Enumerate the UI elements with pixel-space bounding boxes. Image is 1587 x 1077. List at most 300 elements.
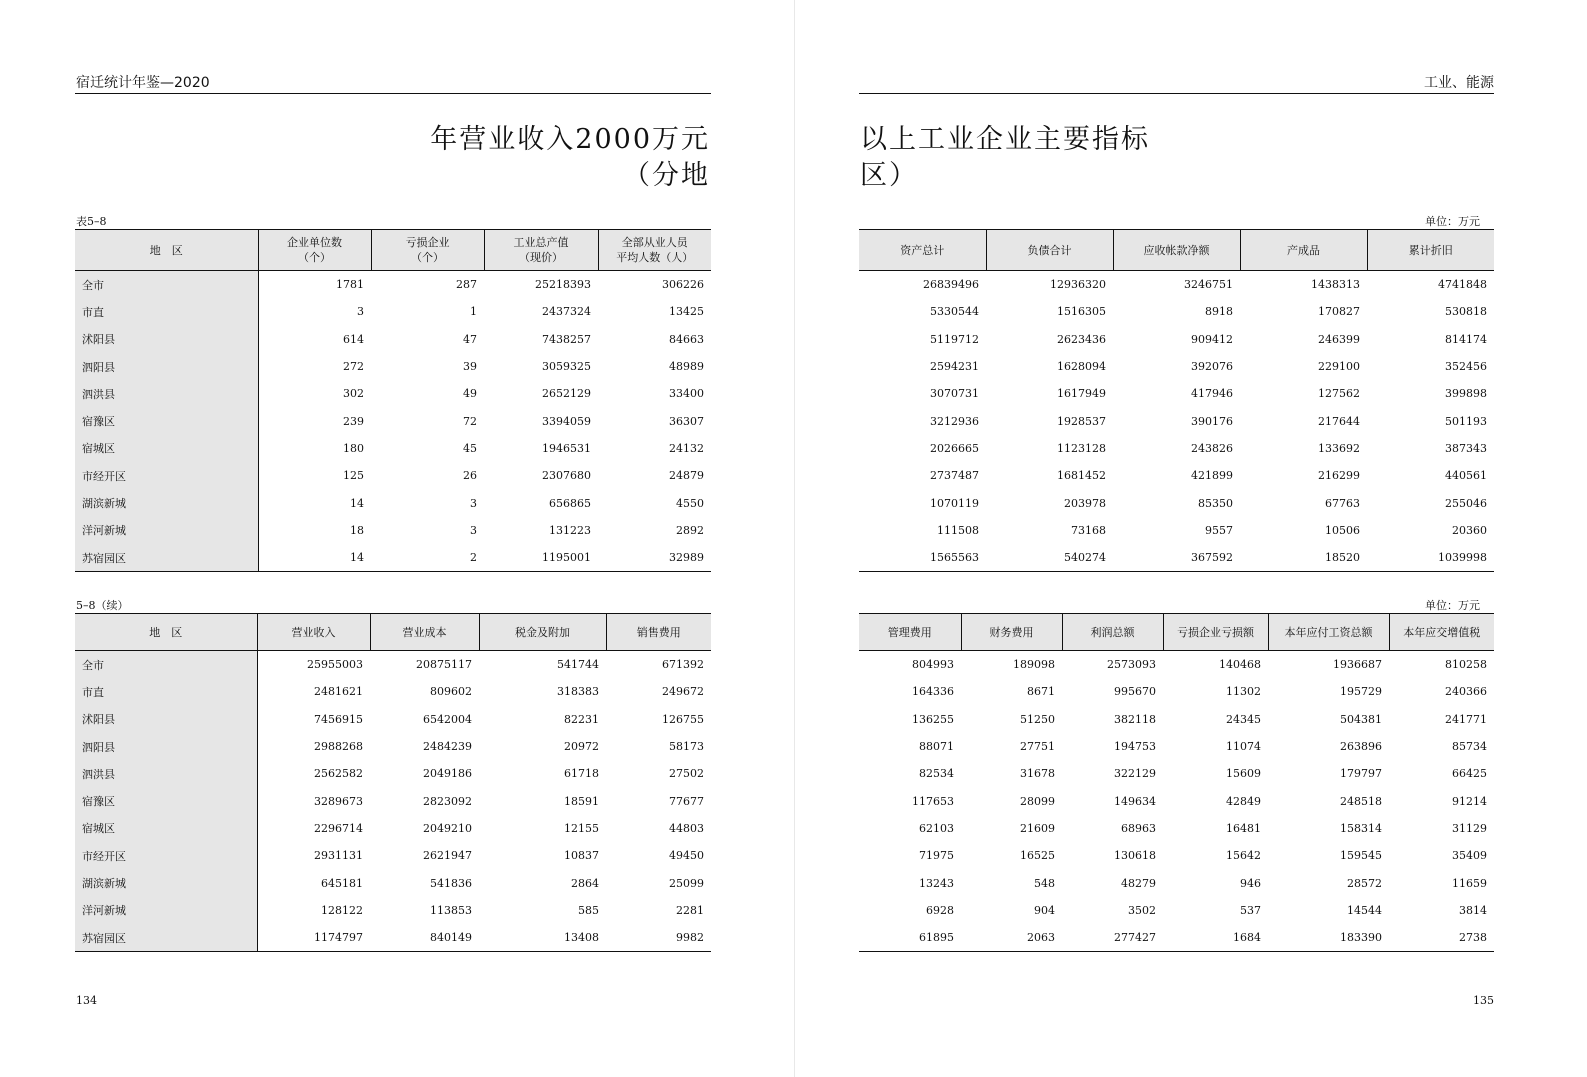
table-row: [859, 544, 1494, 572]
table-header-row: [75, 230, 711, 271]
table-row: [859, 678, 1494, 705]
value-cell: 32989: [598, 544, 711, 572]
value-cell: 3212936: [930, 414, 979, 428]
table-row: [75, 815, 711, 842]
value-cell: 1681452: [1057, 469, 1106, 483]
value-cell: 246399: [1318, 332, 1360, 346]
table-row: [75, 924, 711, 952]
value-cell: 2621947: [423, 849, 472, 863]
value-cell: 91214: [1452, 794, 1487, 808]
value-cell: 6928: [926, 903, 954, 917]
value-cell: 180: [343, 441, 364, 455]
table-row: [859, 897, 1494, 924]
value-cell: 1628094: [1057, 360, 1106, 374]
value-cell: 656865: [549, 496, 591, 510]
value-cell: 158314: [1340, 821, 1382, 835]
value-cell: 88071: [919, 740, 954, 754]
value-cell: 28572: [1347, 876, 1382, 890]
column-header: 累计折旧: [1367, 230, 1494, 271]
value-cell: 85350: [1198, 496, 1233, 510]
value-cell: 2049210: [423, 821, 472, 835]
value-cell: 1039998: [1367, 544, 1494, 572]
page-number-right: 135: [1473, 994, 1494, 1007]
value-cell: 183390: [1268, 924, 1389, 952]
table-row: [75, 326, 711, 353]
value-cell: 504381: [1340, 712, 1382, 726]
region-cell: 苏宿园区: [75, 924, 257, 952]
value-cell: 2296714: [314, 821, 363, 835]
value-cell: 49450: [669, 849, 704, 863]
value-cell: 2063: [961, 924, 1062, 952]
value-cell: 136255: [912, 712, 954, 726]
table-row: [75, 271, 711, 299]
running-head-left: 宿迁统计年鉴—2020: [76, 75, 210, 91]
value-cell: 5330544: [930, 305, 979, 319]
value-cell: 1617949: [1057, 387, 1106, 401]
value-cell: 26: [463, 469, 477, 483]
value-cell: 45: [463, 441, 477, 455]
region-cell: 湖滨新城: [75, 489, 258, 516]
value-cell: 1123128: [1057, 441, 1106, 455]
value-cell: 1928537: [1057, 414, 1106, 428]
running-head-right: 工业、能源: [1424, 75, 1494, 91]
right-page: [795, 0, 1587, 1077]
table-header-row: [859, 230, 1494, 271]
value-cell: 189098: [1013, 658, 1055, 672]
region-cell: 泗阳县: [75, 733, 257, 760]
value-cell: 10837: [564, 849, 599, 863]
value-cell: 71975: [919, 849, 954, 863]
value-cell: 946: [1240, 876, 1261, 890]
value-cell: 229100: [1318, 360, 1360, 374]
value-cell: 995670: [1114, 685, 1156, 699]
value-cell: 810258: [1445, 658, 1487, 672]
value-cell: 2892: [676, 523, 704, 537]
value-cell: 3502: [1128, 903, 1156, 917]
value-cell: 18520: [1240, 544, 1367, 572]
table-row: [75, 651, 711, 679]
value-cell: 3394059: [542, 414, 591, 428]
value-cell: 140468: [1219, 658, 1261, 672]
value-cell: 18591: [564, 794, 599, 808]
value-cell: 117653: [912, 794, 954, 808]
value-cell: 27751: [1020, 740, 1055, 754]
value-cell: 35409: [1452, 849, 1487, 863]
value-cell: 248518: [1340, 794, 1382, 808]
column-header: 利润总额: [1062, 614, 1163, 651]
value-cell: 2623436: [1057, 332, 1106, 346]
value-cell: 645181: [321, 876, 363, 890]
value-cell: 614: [343, 332, 364, 346]
value-cell: 125: [343, 469, 364, 483]
value-cell: 216299: [1318, 469, 1360, 483]
value-cell: 2573093: [1107, 658, 1156, 672]
value-cell: 2437324: [542, 305, 591, 319]
value-cell: 131223: [549, 523, 591, 537]
value-cell: 195729: [1340, 685, 1382, 699]
table-row: [859, 489, 1494, 516]
value-cell: 804993: [912, 658, 954, 672]
column-header: 全部从业人员 平均人数（人）: [598, 230, 711, 271]
header-rule-right: [859, 93, 1494, 94]
value-cell: 8671: [1027, 685, 1055, 699]
value-cell: 3070731: [930, 387, 979, 401]
value-cell: 15642: [1226, 849, 1261, 863]
region-cell: 全市: [75, 651, 257, 679]
column-header: 产成品: [1240, 230, 1367, 271]
table-row: [75, 733, 711, 760]
value-cell: 1438313: [1311, 278, 1360, 292]
value-cell: 24879: [669, 469, 704, 483]
value-cell: 1: [470, 305, 477, 319]
column-header: 本年应交增值税: [1389, 614, 1494, 651]
column-header: 管理费用: [859, 614, 961, 651]
value-cell: 15609: [1226, 767, 1261, 781]
table-row: [859, 380, 1494, 407]
value-cell: 11659: [1452, 876, 1487, 890]
value-cell: 2737487: [930, 469, 979, 483]
value-cell: 133692: [1318, 441, 1360, 455]
value-cell: 840149: [370, 924, 479, 952]
value-cell: 302: [343, 387, 364, 401]
value-cell: 1946531: [542, 441, 591, 455]
title-line1-left: 年营业收入2000万元: [430, 124, 710, 155]
value-cell: 28099: [1020, 794, 1055, 808]
value-cell: 47: [463, 332, 477, 346]
value-cell: 61718: [564, 767, 599, 781]
value-cell: 84663: [669, 332, 704, 346]
region-cell: 泗洪县: [75, 380, 258, 407]
region-cell: 全市: [75, 271, 258, 299]
table-row: [75, 678, 711, 705]
value-cell: 20360: [1452, 523, 1487, 537]
value-cell: 909412: [1191, 332, 1233, 346]
value-cell: 82231: [564, 712, 599, 726]
table-row: [859, 869, 1494, 896]
value-cell: 530818: [1445, 305, 1487, 319]
value-cell: 179797: [1340, 767, 1382, 781]
value-cell: 5119712: [930, 332, 979, 346]
value-cell: 809602: [430, 685, 472, 699]
value-cell: 12155: [564, 821, 599, 835]
value-cell: 77677: [669, 794, 704, 808]
value-cell: 51250: [1020, 712, 1055, 726]
table-row: [75, 353, 711, 380]
title-line2-right: 区）: [860, 160, 918, 191]
value-cell: 18: [350, 523, 364, 537]
value-cell: 239: [343, 414, 364, 428]
table-row: [859, 326, 1494, 353]
value-cell: 1684: [1163, 924, 1268, 952]
value-cell: 39: [463, 360, 477, 374]
value-cell: 2481621: [314, 685, 363, 699]
table-row: [859, 435, 1494, 462]
value-cell: 263896: [1340, 740, 1382, 754]
column-header: 销售费用: [606, 614, 711, 651]
title-line2-left: （分地: [623, 160, 710, 191]
value-cell: 272: [343, 360, 364, 374]
page-number-left: 134: [76, 994, 97, 1007]
value-cell: 72: [463, 414, 477, 428]
value-cell: 2049186: [423, 767, 472, 781]
column-header: 营业收入: [257, 614, 370, 651]
value-cell: 440561: [1445, 469, 1487, 483]
value-cell: 537: [1240, 903, 1261, 917]
value-cell: 149634: [1114, 794, 1156, 808]
table-row: [75, 842, 711, 869]
value-cell: 1174797: [257, 924, 370, 952]
right-table-1: [859, 229, 1494, 572]
region-cell: 洋河新城: [75, 517, 258, 544]
value-cell: 1195001: [484, 544, 598, 572]
value-cell: 33400: [669, 387, 704, 401]
column-header: 营业成本: [370, 614, 479, 651]
value-cell: 12936320: [1050, 278, 1106, 292]
table-row: [859, 353, 1494, 380]
value-cell: 36307: [669, 414, 704, 428]
unit-label-1: 单位：万元: [1425, 215, 1480, 228]
value-cell: 2562582: [314, 767, 363, 781]
region-cell: 市直: [75, 678, 257, 705]
table-row: [75, 380, 711, 407]
table-row: [859, 298, 1494, 325]
right-table-2: [859, 613, 1494, 952]
value-cell: 2988268: [314, 740, 363, 754]
value-cell: 541744: [557, 658, 599, 672]
table-row: [75, 706, 711, 733]
value-cell: 26839496: [923, 278, 979, 292]
value-cell: 194753: [1114, 740, 1156, 754]
value-cell: 3: [470, 496, 477, 510]
value-cell: 16481: [1226, 821, 1261, 835]
column-header: 亏损企业亏损额: [1163, 614, 1268, 651]
value-cell: 671392: [662, 658, 704, 672]
value-cell: 390176: [1191, 414, 1233, 428]
value-cell: 62103: [919, 821, 954, 835]
value-cell: 3: [357, 305, 364, 319]
value-cell: 1516305: [1057, 305, 1106, 319]
value-cell: 13408: [479, 924, 606, 952]
value-cell: 3814: [1459, 903, 1487, 917]
header-rule-left: [75, 93, 711, 94]
value-cell: 2281: [676, 903, 704, 917]
table-row: [859, 706, 1494, 733]
value-cell: 44803: [669, 821, 704, 835]
value-cell: 540274: [986, 544, 1113, 572]
table2-caption: 5–8（续）: [76, 599, 129, 612]
table-row: [75, 544, 711, 572]
value-cell: 421899: [1191, 469, 1233, 483]
value-cell: 9982: [606, 924, 711, 952]
value-cell: 2594231: [930, 360, 979, 374]
table-row: [859, 407, 1494, 434]
value-cell: 203978: [1064, 496, 1106, 510]
value-cell: 2: [371, 544, 484, 572]
value-cell: 48989: [669, 360, 704, 374]
value-cell: 585: [578, 903, 599, 917]
value-cell: 241771: [1445, 712, 1487, 726]
value-cell: 61895: [859, 924, 961, 952]
value-cell: 14: [350, 496, 364, 510]
value-cell: 67763: [1325, 496, 1360, 510]
value-cell: 240366: [1445, 685, 1487, 699]
table-row: [859, 842, 1494, 869]
value-cell: 904: [1034, 903, 1055, 917]
value-cell: 128122: [321, 903, 363, 917]
value-cell: 217644: [1318, 414, 1360, 428]
value-cell: 31129: [1452, 821, 1487, 835]
column-header: 工业总产值 （现价）: [484, 230, 598, 271]
value-cell: 127562: [1318, 387, 1360, 401]
value-cell: 11302: [1226, 685, 1261, 699]
table-row: [859, 760, 1494, 787]
value-cell: 14544: [1347, 903, 1382, 917]
value-cell: 113853: [430, 903, 472, 917]
value-cell: 2484239: [423, 740, 472, 754]
unit-label-2: 单位：万元: [1425, 599, 1480, 612]
column-header: 负债合计: [986, 230, 1113, 271]
value-cell: 2823092: [423, 794, 472, 808]
value-cell: 541836: [430, 876, 472, 890]
column-header: 财务费用: [961, 614, 1062, 651]
value-cell: 287: [456, 278, 477, 292]
value-cell: 322129: [1114, 767, 1156, 781]
table-row: [859, 924, 1494, 952]
value-cell: 48279: [1121, 876, 1156, 890]
value-cell: 3059325: [542, 360, 591, 374]
value-cell: 277427: [1062, 924, 1163, 952]
value-cell: 164336: [912, 685, 954, 699]
value-cell: 68963: [1121, 821, 1156, 835]
title-line1-right: 以上工业企业主要指标: [860, 124, 1150, 155]
column-header: 税金及附加: [479, 614, 606, 651]
value-cell: 31678: [1020, 767, 1055, 781]
value-cell: 3289673: [314, 794, 363, 808]
column-header: 地 区: [75, 230, 258, 271]
table-row: [75, 517, 711, 544]
table-row: [859, 815, 1494, 842]
value-cell: 7438257: [542, 332, 591, 346]
value-cell: 352456: [1445, 360, 1487, 374]
value-cell: 2307680: [542, 469, 591, 483]
value-cell: 49: [463, 387, 477, 401]
table-row: [859, 462, 1494, 489]
value-cell: 1565563: [859, 544, 986, 572]
table-row: [859, 733, 1494, 760]
value-cell: 9557: [1205, 523, 1233, 537]
value-cell: 548: [1034, 876, 1055, 890]
value-cell: 14: [258, 544, 371, 572]
table-row: [75, 298, 711, 325]
value-cell: 249672: [662, 685, 704, 699]
value-cell: 2652129: [542, 387, 591, 401]
value-cell: 367592: [1113, 544, 1240, 572]
table-row: [859, 271, 1494, 299]
value-cell: 159545: [1340, 849, 1382, 863]
value-cell: 306226: [662, 278, 704, 292]
value-cell: 25099: [669, 876, 704, 890]
value-cell: 58173: [669, 740, 704, 754]
value-cell: 382118: [1114, 712, 1156, 726]
column-header: 应收帐款净额: [1113, 230, 1240, 271]
value-cell: 27502: [669, 767, 704, 781]
table-header-row: [859, 614, 1494, 651]
value-cell: 399898: [1445, 387, 1487, 401]
left-table-2: [75, 613, 711, 952]
value-cell: 20875117: [416, 658, 472, 672]
value-cell: 10506: [1325, 523, 1360, 537]
value-cell: 2026665: [930, 441, 979, 455]
value-cell: 25218393: [535, 278, 591, 292]
value-cell: 2931131: [314, 849, 363, 863]
value-cell: 6542004: [423, 712, 472, 726]
value-cell: 11074: [1226, 740, 1261, 754]
value-cell: 255046: [1445, 496, 1487, 510]
region-cell: 宿豫区: [75, 787, 257, 814]
region-cell: 苏宿园区: [75, 544, 258, 572]
value-cell: 66425: [1452, 767, 1487, 781]
region-cell: 沭阳县: [75, 706, 257, 733]
value-cell: 4741848: [1438, 278, 1487, 292]
value-cell: 73168: [1071, 523, 1106, 537]
value-cell: 4550: [676, 496, 704, 510]
region-cell: 市经开区: [75, 462, 258, 489]
column-header: 企业单位数 （个）: [258, 230, 371, 271]
value-cell: 501193: [1445, 414, 1487, 428]
region-cell: 沭阳县: [75, 326, 258, 353]
value-cell: 13243: [919, 876, 954, 890]
value-cell: 85734: [1452, 740, 1487, 754]
value-cell: 2864: [571, 876, 599, 890]
table-row: [75, 462, 711, 489]
table-row: [75, 787, 711, 814]
value-cell: 1781: [336, 278, 364, 292]
value-cell: 417946: [1191, 387, 1233, 401]
value-cell: 2738: [1389, 924, 1494, 952]
value-cell: 387343: [1445, 441, 1487, 455]
value-cell: 25955003: [307, 658, 363, 672]
value-cell: 130618: [1114, 849, 1156, 863]
value-cell: 42849: [1226, 794, 1261, 808]
table-row: [859, 787, 1494, 814]
table-row: [859, 517, 1494, 544]
column-header: 地 区: [75, 614, 257, 651]
table-row: [75, 435, 711, 462]
table-header-row: [75, 614, 711, 651]
column-header: 资产总计: [859, 230, 986, 271]
value-cell: 3246751: [1184, 278, 1233, 292]
region-cell: 市直: [75, 298, 258, 325]
value-cell: 13425: [669, 305, 704, 319]
value-cell: 392076: [1191, 360, 1233, 374]
value-cell: 3: [470, 523, 477, 537]
value-cell: 111508: [937, 523, 979, 537]
value-cell: 814174: [1445, 332, 1487, 346]
region-cell: 泗阳县: [75, 353, 258, 380]
region-cell: 市经开区: [75, 842, 257, 869]
value-cell: 170827: [1318, 305, 1360, 319]
region-cell: 宿城区: [75, 815, 257, 842]
value-cell: 24345: [1226, 712, 1261, 726]
table1-caption: 表5–8: [76, 215, 107, 228]
table-row: [75, 489, 711, 516]
value-cell: 24132: [669, 441, 704, 455]
value-cell: 82534: [919, 767, 954, 781]
value-cell: 8918: [1205, 305, 1233, 319]
value-cell: 318383: [557, 685, 599, 699]
left-table-1: [75, 229, 711, 572]
region-cell: 泗洪县: [75, 760, 257, 787]
